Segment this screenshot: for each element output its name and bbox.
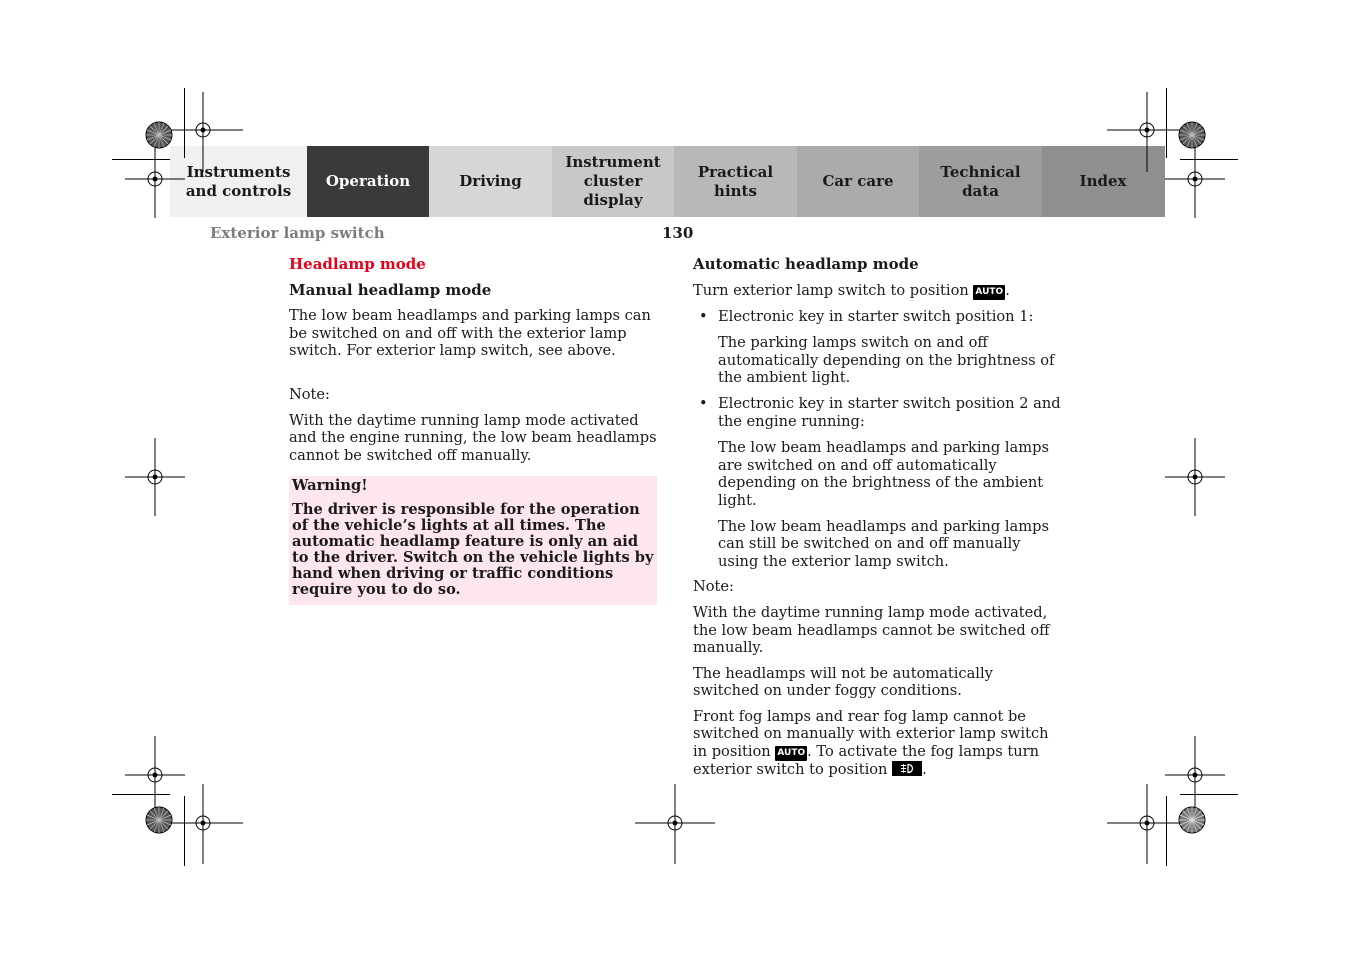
fog-lamp-icon <box>892 761 922 776</box>
fog-text: . To activate the fog lamps turn exterior switch to position <box>693 743 1039 779</box>
bullet-text: Electronic key in starter switch position 1: <box>718 307 1034 325</box>
crosshair-icon <box>125 438 185 516</box>
warning-box <box>289 476 657 605</box>
intro-text: Turn exterior lamp switch to position <box>693 281 969 299</box>
headlamp-mode-heading: Headlamp mode <box>289 255 426 273</box>
manual-mode-heading: Manual headlamp mode <box>289 280 492 299</box>
intro-end: . <box>1005 281 1010 299</box>
note-label: Note: <box>693 578 734 596</box>
tab-technical-data[interactable]: Technical data <box>919 146 1042 217</box>
section-title: Exterior lamp switch <box>210 224 385 242</box>
manual-mode-paragraph: The low beam headlamps and parking lamps can be switched on and off with the exterior lamp switch. For exterior lamp switch, see above. <box>289 307 651 360</box>
note-label: Note: <box>289 385 330 403</box>
warning-title: Warning! <box>292 477 368 495</box>
note-text: With the daytime running lamp mode activated and the engine running, the low beam headlamps cannot be switched off manually. <box>289 411 657 464</box>
star-target-icon <box>1178 806 1206 834</box>
note-text: The headlamps will not be automatically switched on under foggy conditions. <box>693 664 993 700</box>
note-text: With the daytime running lamp mode activated, the low beam headlamps cannot be switched off manually. <box>693 603 1050 657</box>
crosshair-icon <box>163 784 243 864</box>
tab-instrument-cluster-display[interactable]: Instrument cluster display <box>552 146 675 217</box>
bullet-icon: • <box>699 394 708 412</box>
star-target-icon <box>145 121 173 149</box>
list-item <box>693 308 1063 326</box>
bullet-detail: The parking lamps switch on and off automatically depending on the brightness of the ambient light. <box>718 334 1055 387</box>
bullet-detail: The low beam headlamps and parking lamps are switched on and off automatically depending on the brightness of the ambient light. <box>718 439 1049 509</box>
left-column <box>289 256 657 605</box>
tab-driving[interactable]: Driving <box>429 146 552 217</box>
bullet-detail: The low beam headlamps and parking lamps can still be switched on and off manually using the exterior lamp switch. <box>718 517 1049 570</box>
fog-text: . <box>922 761 927 779</box>
star-target-icon <box>1178 121 1206 149</box>
crosshair-icon <box>635 784 715 864</box>
auto-symbol-icon: AUTO <box>973 285 1005 300</box>
auto-mode-heading: Automatic headlamp mode <box>693 255 919 273</box>
crosshair-icon <box>125 140 185 218</box>
tab-operation[interactable]: Operation <box>307 146 430 217</box>
tab-practical-hints[interactable]: Practical hints <box>674 146 797 217</box>
crosshair-icon <box>1165 140 1225 218</box>
auto-mode-intro <box>693 282 1063 300</box>
auto-symbol-icon: AUTO <box>775 746 807 761</box>
fog-lamp-paragraph <box>693 708 1063 779</box>
crosshair-icon <box>1165 438 1225 516</box>
star-target-icon <box>145 806 173 834</box>
bullet-icon: • <box>699 307 708 325</box>
fog-text: Front fog lamps and rear fog lamp cannot be switched on manually with exterior lamp switch in position <box>693 707 1049 761</box>
crosshair-icon <box>1107 784 1187 864</box>
bullet-text: Electronic key in starter switch position 2 and the engine running: <box>718 394 1061 430</box>
tab-instruments-and-controls[interactable]: Instruments and controls <box>170 146 307 217</box>
right-column <box>693 256 1063 787</box>
tab-index[interactable]: Index <box>1042 146 1165 217</box>
list-item <box>693 395 1063 430</box>
warning-text: The driver is responsible for the operation of the vehicle’s lights at all times. The automatic headlamp feature is only an aid to the driver. Switch on the vehicle lights by hand when driving or traffic conditions require you to do so. <box>292 501 654 599</box>
chapter-tabs <box>170 146 1180 217</box>
page-number: 130 <box>662 224 694 242</box>
tab-car-care[interactable]: Car care <box>797 146 920 217</box>
